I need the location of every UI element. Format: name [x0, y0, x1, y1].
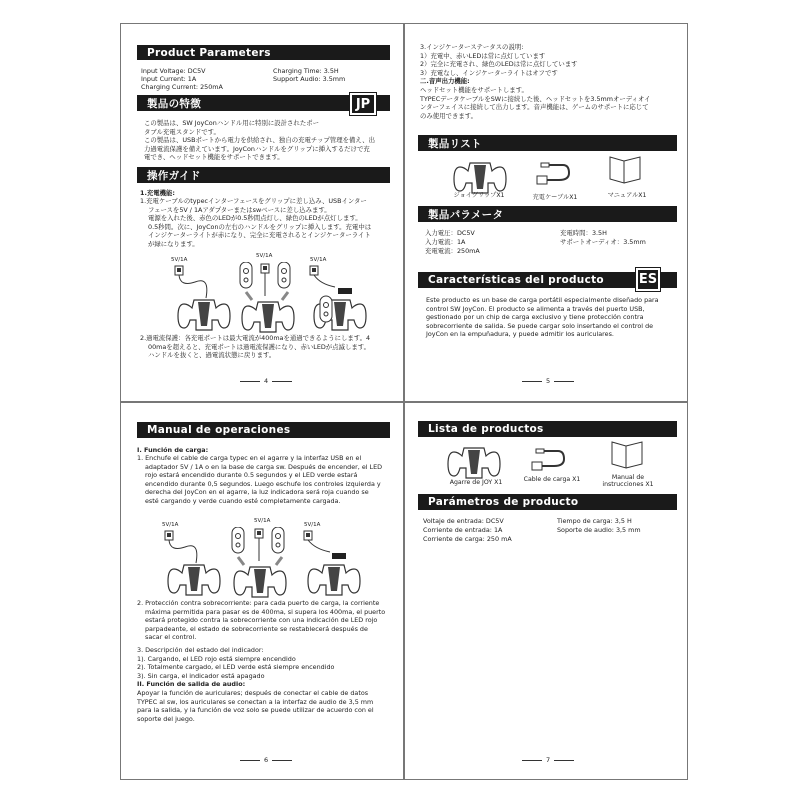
manual-item-2 [137, 599, 385, 642]
subheading-audio: II. Función de salida de audio: [137, 680, 246, 689]
section-header-es-features: Características del producto [418, 272, 677, 288]
product-label: ジョイグリップX1 [453, 192, 505, 199]
param-support-audio: Support Audio: 3.5mm [273, 75, 346, 83]
joy-grip-image [444, 438, 504, 482]
param-charging-time: Tiempo de carga: 3,5 H [557, 517, 632, 525]
joy-grip-image [450, 153, 510, 197]
text-line: ンターフェイスに接続して出力します。音声機能は、ゲームのサポートに応じて [420, 103, 649, 112]
param-input-current: Input Current: 1A [141, 75, 197, 83]
param-input-voltage: Voltaje de entrada: DC5V [423, 517, 504, 525]
product-label: Agarre de JOY X1 [449, 479, 503, 486]
text-line: derecha del JoyCon en el agarre, la luz indicadora será roja cuando se [145, 488, 369, 497]
text-line: estará protegido contra la sobrecorriente con una indicación de LED rojo [145, 616, 378, 625]
features-paragraph [144, 119, 375, 162]
param-charging-current: Corriente de carga: 250 mA [423, 535, 512, 543]
param-input-voltage: 入力電圧：DC5V [425, 229, 475, 237]
page-number: 6 [240, 756, 292, 764]
text-line: parpadeante, el estado de sobrecorriente se restablecerá después de [145, 624, 368, 633]
indicator-status [420, 43, 651, 120]
text-line: ヘッドセット機能をサポートします。 [420, 85, 528, 94]
text-line: が緑になります。 [148, 239, 199, 248]
charging-cable-image [530, 446, 570, 474]
text-line: フェースを5V / 1Aアダプターまたはswベースに差し込みます。 [148, 205, 331, 214]
text-line: 力過電流保護を備えています。JoyConハンドルをグリップに挿入するだけで充 [144, 144, 370, 153]
text-line: TYPECデータケーブルをSWに接続した後、ヘッドセットを3.5mmオーディオイ [420, 94, 651, 103]
guide-item-1 [140, 197, 371, 249]
param-charging-current: Charging Current: 250mA [141, 83, 223, 91]
text-line: 3）充電なし、インジケーターライトはオフです [420, 68, 558, 77]
param-support-audio: サポートオーディオ：3.5mm [560, 238, 646, 246]
section-header-features-jp: 製品の特徴 [137, 95, 390, 111]
product-label: マニュアルX1 [607, 192, 647, 199]
param-charging-current: 充電電流：250mA [425, 247, 480, 255]
subheading-charging: I. Función de carga: [137, 446, 209, 454]
text-line: 3.インジケーターステータスの説明: [420, 43, 524, 51]
section-header-params-es: Parámetros de producto [418, 494, 677, 510]
text-line: 3. Descripción del estado del indicador: [137, 646, 264, 654]
section-header-operation-guide: 操作ガイド [137, 167, 390, 183]
subheading-audio: 二.音声出力機能: [420, 77, 470, 86]
illustration-label: 5V/1A [254, 518, 271, 524]
guide-item-2 [140, 334, 370, 360]
section-header-operations-manual: Manual de operaciones [137, 422, 390, 438]
manual-image [608, 155, 642, 185]
param-charging-time: Charging Time: 3.5H [273, 67, 339, 75]
text-line: esté cargando y verde cuando esté completamente cargada. [145, 496, 341, 505]
text-line: 電でき、ヘッドセット機能をサポートできます。 [144, 153, 284, 162]
text-line: タブル充電スタンドです。 [144, 127, 220, 136]
text-line: adaptador 5V / 1A o en la base de carga sw. Después de encender, el LED [145, 462, 383, 471]
section-header-product-list-es: Lista de productos [418, 421, 677, 437]
text-line: 電源を入れた後、赤色のLEDが0.5秒間点灯し、緑色のLEDが点灯します。 [148, 214, 362, 223]
text-line: control SW JoyCon. El producto se alimenta a través del puerto USB, [426, 304, 645, 313]
text-line: soporte del juego. [137, 714, 195, 723]
page-number: 7 [522, 756, 574, 764]
illustration-label: 5V/1A [304, 522, 321, 528]
text-line: ハンドルを抜くと、過電流状態に戻ります。 [148, 351, 276, 360]
language-badge-es: ES [636, 268, 660, 291]
manual-item-3 [137, 646, 374, 723]
text-line: 2）完全に充電され、緑色のLEDは常に点灯しています [420, 60, 578, 69]
illustration-label: 5V/1A [171, 257, 188, 263]
illustration-label: 5V/1A [256, 253, 273, 259]
text-line: のみ使用できます。 [420, 111, 478, 120]
param-support-audio: Soporte de audio: 3,5 mm [557, 526, 641, 534]
text-line: sacar el control. [145, 633, 197, 642]
product-label: instrucciones X1 [602, 481, 654, 488]
illustration-label: 5V/1A [310, 257, 327, 263]
text-line: JoyCon en la empuñadura, y puede admitir los auriculares. [426, 330, 614, 339]
section-header-params-jp: 製品パラメータ [418, 206, 677, 222]
text-line: 1). Cargando, el LED rojo está siempre encendido [137, 654, 296, 663]
charging-illustration [170, 262, 370, 334]
text-line: máxima permitida para pasar es de 400ma, si supera los 400ma, el puerto [145, 607, 386, 616]
text-line: TYPEC al sw, los auriculares se conectan a la interfaz de audio de 3,5 mm [137, 697, 374, 706]
param-input-voltage: Input Voltage: DC5V [141, 67, 206, 75]
text-line: この製品は、USBポートから電力を供給され、独自の充電チップ管理を備え、出 [144, 136, 375, 145]
language-badge-jp: JP [350, 93, 376, 115]
page-number: 4 [240, 377, 292, 385]
text-line: 2.過電流保護：各充電ポートは最大電流が400maを通過できるようにします。4 [140, 334, 371, 342]
product-label: Cable de carga X1 [523, 476, 581, 483]
section-header-product-parameters: Product Parameters [137, 45, 390, 60]
text-line: 2). Totalmente cargado, el LED verde está siempre encendido [137, 663, 335, 672]
text-line: encendido durante 0,5 segundos. Luego eschufe los controles izquierda y [145, 479, 381, 488]
text-line: 2. Protección contra sobrecorriente: para cada puerto de carga, la corriente [137, 599, 380, 607]
text-line: para la salida, y la función de voz solo se puede utilizar de acuerdo con el [137, 706, 374, 715]
charging-illustration [160, 527, 370, 599]
param-input-current: 入力電流：1A [425, 238, 466, 246]
text-line: この製品は、SW JoyConハンドル用に特別に設計されたポー [144, 119, 319, 127]
section-header-product-list-jp: 製品リスト [418, 135, 677, 151]
text-line: 1.充電ケーブルのtypecインターフェースをグリップに差し込み、USBインター [140, 197, 367, 205]
param-input-current: Corriente de entrada: 1A [423, 526, 503, 534]
text-line: 3). Sin carga, el indicador está apagado [137, 671, 265, 680]
param-charging-time: 充電時間：3.5H [560, 229, 607, 237]
product-label: 充電ケーブルX1 [532, 194, 578, 201]
es-features-paragraph [426, 296, 659, 339]
text-line: インジケーターライトが赤になり、完全に充電されるとインジケーターライト [148, 231, 371, 240]
text-line: 1. Enchufe el cable de carga typec en el agarre y la interfaz USB en el [137, 454, 362, 462]
text-line: 0.5秒間。次に、JoyConの左右のハンドルをグリップに挿入します。充電中は [148, 222, 372, 231]
text-line: rojo estará encendido durante 0.5 segundos y el LED verde estará [145, 471, 358, 480]
text-line: 1）充電中、赤いLEDは常に点灯しています [420, 51, 546, 60]
text-line: gestionado por un chip de carga exclusivo y tiene protección contra [426, 313, 644, 322]
charging-cable-image [535, 160, 575, 188]
illustration-label: 5V/1A [162, 522, 179, 528]
manual-image [610, 440, 644, 470]
text-line: Este producto es un base de carga portátil especialmente diseñado para [426, 296, 659, 304]
page-divider-horizontal [120, 401, 688, 403]
manual-item-1 [137, 454, 382, 506]
text-line: sobrecorriente de salida. Se puede cargar solo insertando el control de [426, 321, 654, 330]
subheading-charging: 1.充電機能: [140, 189, 175, 197]
product-label: Manual de [611, 474, 645, 481]
text-line: 00maを超えると、充電ポートは過電流保護になり、赤いLEDが点滅します。 [148, 342, 370, 351]
text-line: Apoyar la función de auriculares; después de conectar el cable de datos [137, 688, 369, 697]
page-number: 5 [522, 377, 574, 385]
